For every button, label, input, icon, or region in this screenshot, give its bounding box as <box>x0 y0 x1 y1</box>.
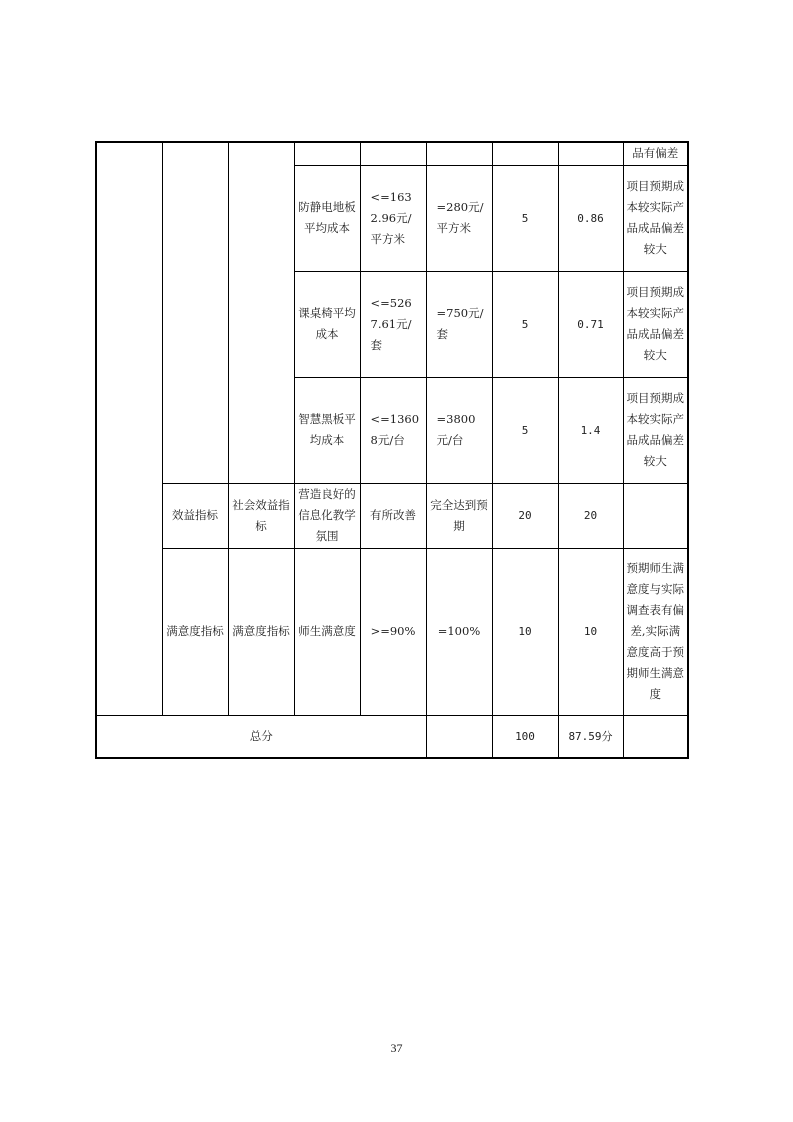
remark-cell: 预期师生满意度与实际调查表有偏差,实际满意度高于预期师生满意度 <box>623 548 688 715</box>
score-cell: 10 <box>558 548 623 715</box>
score-cell: 0.86 <box>558 165 623 271</box>
remark-cell <box>623 483 688 548</box>
weight-cell: 5 <box>492 165 558 271</box>
table-row-total <box>96 715 688 758</box>
table-row-social <box>96 483 688 548</box>
performance-table <box>95 141 689 759</box>
target-cell: 有所改善 <box>360 483 426 548</box>
indicator-cell: 课桌椅平均成本 <box>294 271 360 377</box>
target-cell: <=1632.96元/平方米 <box>360 165 426 271</box>
remark-cell: 项目预期成本较实际产品成品偏差较大 <box>623 377 688 483</box>
actual-cell: =280元/平方米 <box>426 165 492 271</box>
level1-cell: 满意度指标 <box>162 548 228 715</box>
table-row-continued <box>96 142 688 165</box>
score-cell: 20 <box>558 483 623 548</box>
target-cell: >=90% <box>360 548 426 715</box>
weight-cell: 20 <box>492 483 558 548</box>
actual-cell: =3800元/台 <box>426 377 492 483</box>
actual-cell: 完全达到预期 <box>426 483 492 548</box>
indicator-cell: 智慧黑板平均成本 <box>294 377 360 483</box>
weight-cell: 5 <box>492 377 558 483</box>
total-score-cell: 87.59分 <box>558 715 623 758</box>
indicator-cell: 防静电地板平均成本 <box>294 165 360 271</box>
target-cell: <=5267.61元/套 <box>360 271 426 377</box>
score-cell: 1.4 <box>558 377 623 483</box>
weight-cell: 5 <box>492 271 558 377</box>
remark-cell: 项目预期成本较实际产品成品偏差较大 <box>623 271 688 377</box>
indicator-cell: 营造良好的信息化教学氛围 <box>294 483 360 548</box>
category-cell-empty <box>96 142 162 715</box>
weight-cell: 10 <box>492 548 558 715</box>
level2-cell-empty <box>228 142 294 483</box>
table-row-satisfaction <box>96 548 688 715</box>
level1-cell: 效益指标 <box>162 483 228 548</box>
target-cell: <=13608元/台 <box>360 377 426 483</box>
indicator-cell: 师生满意度 <box>294 548 360 715</box>
level2-cell: 社会效益指标 <box>228 483 294 548</box>
total-weight-cell: 100 <box>492 715 558 758</box>
total-label-cell: 总分 <box>96 715 426 758</box>
level2-cell: 满意度指标 <box>228 548 294 715</box>
level1-cell-empty <box>162 142 228 483</box>
page-number: 37 <box>390 1041 403 1055</box>
remark-cell: 品有偏差 <box>623 142 688 165</box>
actual-cell: =750元/套 <box>426 271 492 377</box>
remark-cell: 项目预期成本较实际产品成品偏差较大 <box>623 165 688 271</box>
actual-cell: =100% <box>426 548 492 715</box>
score-cell: 0.71 <box>558 271 623 377</box>
